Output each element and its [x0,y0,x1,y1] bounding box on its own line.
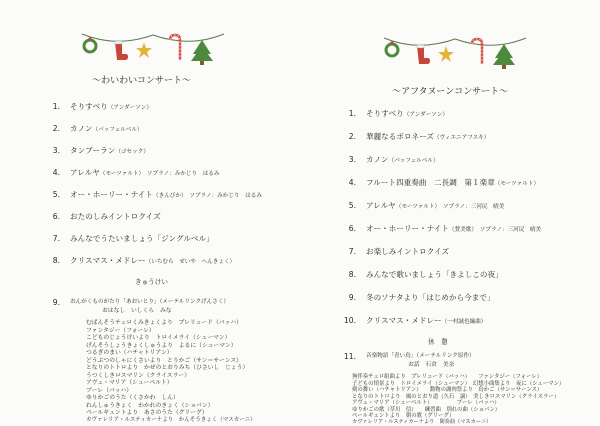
piece: カヴァレリア・ルスティカーナより かんそうきょく（マスカーニ） [86,417,256,423]
concert-title: ～わいわいコンサート～ [92,75,191,86]
piece: ペールギュントより 朝の歌（グリーグ） [352,413,455,419]
piece: こどものじょうけいより トロイメライ（シューマン） [86,335,231,341]
piece: 無伴奏チェロ組曲より プレリュード（バッハ） ファンタジー（フォーレ） [352,374,543,380]
piece: ゆりかごの歌（草川 信） 練習曲 別れの曲（ショパン） [352,406,501,413]
piece: つるぎのまい（ハチャトリアン） [86,350,173,356]
narrator: お話 石倉 美奈 [408,362,455,368]
piece: うつくしきロスマリン（クライスラー） [86,372,190,379]
concert-title: ～アフタヌーンコンサート～ [392,86,509,97]
piece: どうぶつのしゃにくさいより とりかご（サン＝サーンス） [86,357,242,364]
christmas-garland-icon [78,28,228,70]
piece: ブーレ（バッハ） [86,387,133,394]
piece: となりのトトロより かぜのとおりみち（ひさいし じょう） [86,365,249,371]
christmas-garland-icon [380,32,530,74]
piece: れんしゅうきょく わかれのきょく（ショパン） [86,402,214,409]
piece: ファンタジー（フォーレ） [86,327,155,334]
piece: 剣の舞い（ハチャトリアン） 動物の謝肉祭より 鳥かご（サン＝サーンス） [352,387,543,393]
piece: アヴェ・マリア（シューベルト） ブーレ（バッハ） [352,400,500,406]
piece: カヴァレリア・ルスティカーナより 間奏曲（マスカーニ） [352,418,492,425]
program-left: ～わいわいコンサート～ 1. そりすべり（アンダーソン） 2. カノン（パッフェルベル） 3. タンブーラン（ゴセック） 4. アレルヤ（モーツァルト） ソプラノ：みかじり はるみ 5. オー・ホーリー・ナイト（きんびか） ソプラノ：みかじり はるみ 6. おたのしみイントロクイズ 7. みんなでうたいましょう「ジングルベル」 8. クリスマス・メドレー（いちむら せいや へんきょく） きゅうけい 9. おんがくものがたり「あおいとり」（メーテルリンクげんさく） おはなし いしくら みな むぱんそうチェロくみきょくより プレリュード（バッハ） ファンタジー（フォーレ） こどものじょうけいより トロイメライ（シューマン） げんそうしょうきょくしゅうより よるに（シューマン） つるぎのまい（ハチャトリアン） どうぶつのしゃにくさいより とりかご（サン＝サーンス） となりのトトロより かぜのとおりみち（ひさいし じょう） うつくしきロスマリン（クライスラー） アヴェ・マリア（シューベルト） ブーレ（バッハ） ゆりかごのうた（くさかわ しん） れんしゅうきょく わかれのきょく（ショパン） ペールギュントより あさのうた（グリーグ） カヴァレリア・ルスティカーナより かんそうきょく（マスカーニ） [0,0,300,424]
piece: 子どもの情景より トロイメライ（シューマン） 幻想小曲集より 夜に（シューマン） [352,380,565,387]
piece: げんそうしょうきょくしゅうより よるに（シューマン） [86,342,237,349]
intermission: きゅうけい [135,278,168,286]
piece: ペールギュントより あさのうた（グリーグ） [86,410,208,416]
intermission: 休 憩 [428,338,448,346]
piece: むぱんそうチェロくみきょくより プレリュード（バッハ） [86,320,242,326]
program-right: ～アフタヌーンコンサート～ 1. そりすべり（アンダーソン） 2. 華麗なるボロネーズ（ヴィエニアフスキ） 3. カノン（パッフェルベル） 4. フルート四重奏曲 二長調 第１楽章（モーツァルト） 5. アレルヤ（モーツァルト） ソプラノ：三河尻 晴美 6. オー・ホーリー・ナイト（賛美歌） ソプラノ：三河尻 晴美 7. お楽しみイントロクイズ 8. みんなで歌いましょう「きよしこの夜」 9. 冬のソナタより「はじめから今まで」 10. クリスマス・メドレー（一村誠也編曲） 休 憩 11. 音楽物語「青い鳥」（メーテルリンク原作） お話 石倉 美奈 無伴奏チェロ組曲より プレリュード（バッハ） ファンタジー（フォーレ） 子どもの情景より トロイメライ（シューマン） 幻想小曲集より 夜に（シューマン） 剣の舞い（ハチャトリアン） 動物の謝肉祭より 鳥かご（サン＝サーンス） となりのトトロより 風のとおり道（久石 譲） 美しきロスマリン（クライスラー） アヴェ・マリア（シューベルト） ブーレ（バッハ） ゆりかごの歌（草川 信） 練習曲 別れの曲（ショパン） ペールギュントより 朝の歌（グリーグ） カヴァレリア・ルスティカーナより 間奏曲（マスカーニ） [300,0,600,424]
narrator: おはなし いしくら みな [102,308,172,314]
piece: アヴェ・マリア（シューベルト） [86,380,173,386]
piece: となりのトトロより 風のとおり道（久石 譲） 美しきロスマリン（クライスラー） [352,393,560,400]
piece: ゆりかごのうた（くさかわ しん） [86,395,179,401]
